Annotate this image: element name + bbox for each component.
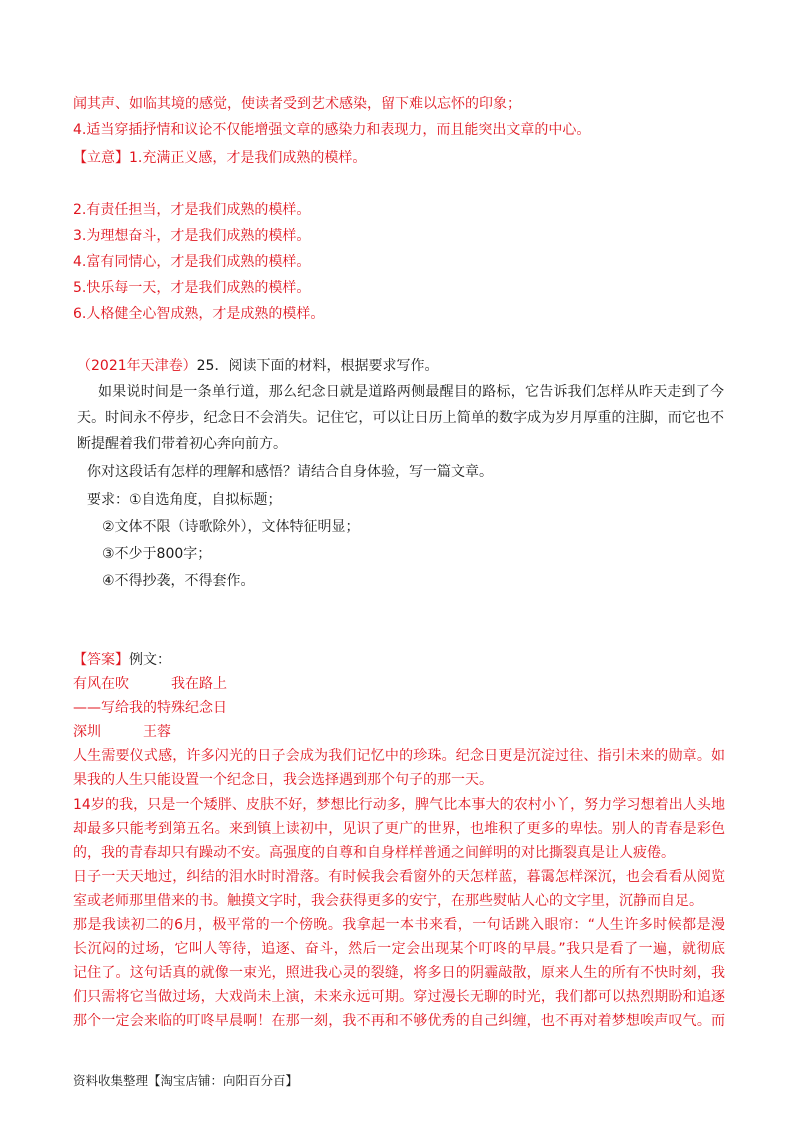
question-heading <box>77 356 438 376</box>
liyi-label: 【立意】 <box>73 150 129 166</box>
answer-label: 【答案】 <box>73 652 129 668</box>
liyi-point: 6.人格健全心智成熟，才是成熟的模样。 <box>73 306 325 322</box>
essay-line: 日子一天天地过，纠结的泪水时时滑落。有时候我会看窗外的天怎样蓝，暮霭怎样深沉，也会看看从阅览 <box>73 869 725 885</box>
answer-label-suffix: 例文： <box>129 652 171 668</box>
liyi-point-1: 1.充满正义感，才是我们成熟的模样。 <box>129 150 367 166</box>
text-line: 闻其声、如临其境的感觉，使读者受到艺术感染，留下难以忘怀的印象； <box>73 96 521 112</box>
requirement: ②文体不限（诗歌除外），文体特征明显； <box>102 519 360 535</box>
essay-subtitle: ——写给我的特殊纪念日 <box>73 700 227 716</box>
essay-line: 长沉闷的过场，它叫人等待，追逐、奋斗，然后一定会出现某个叮咚的早晨。”我只是看了一遍，就彻底 <box>73 941 725 957</box>
essay-line: 那个一定会来临的叮咚早晨啊！在那一刻，我不再和不够优秀的自己纠缠，也不再对着梦想唉声叹气。而 <box>73 1013 725 1029</box>
essay-line: 记住了。这句话真的就像一束光，照进我心灵的裂缝，将多日的阴霾敲散，原来人生的所有不快时刻，我 <box>73 965 725 981</box>
question-source: （2021年天津卷） <box>77 358 197 374</box>
page-footer: 资料收集整理【淘宝店铺：向阳百分百】 <box>73 1073 299 1088</box>
requirement: 要求：①自选角度，自拟标题； <box>87 492 282 508</box>
essay-line: 人生需要仪式感，许多闪光的日子会成为我们记忆中的珍珠。纪念日更是沉淀过往、指引未来的勋章。如 <box>73 748 725 764</box>
material-line: 断提醒着我们带着初心奔向前方。 <box>77 436 287 452</box>
question-intro: 25．阅读下面的材料，根据要求写作。 <box>196 358 439 374</box>
essay-author: 深圳 王蓉 <box>73 724 171 740</box>
text-line: 4.适当穿插抒情和议论不仅能增强文章的感染力和表现力，而且能突出文章的中心。 <box>73 122 591 138</box>
requirement: ④不得抄袭，不得套作。 <box>102 573 255 589</box>
requirement: ③不少于800字； <box>102 546 212 562</box>
liyi-point: 5.快乐每一天，才是我们成熟的模样。 <box>73 280 311 296</box>
essay-title: 有风在吹 我在路上 <box>73 676 227 692</box>
essay-line: 室或老师那里借来的书。触摸文字时，我会获得更多的安宁，在那些熨帖人心的文字里，沉静而自足。 <box>73 893 703 909</box>
liyi-point: 2.有责任担当，才是我们成熟的模样。 <box>73 202 311 218</box>
essay-line: 果我的人生只能设置一个纪念日，我会选择遇到那个句子的那一天。 <box>73 772 493 788</box>
question-prompt: 你对这段话有怎样的理解和感悟？请结合自身体验，写一篇文章。 <box>87 464 493 480</box>
essay-line: 那是我读初二的6月，极平常的一个傍晚。我拿起一本书来看，一句话跳入眼帘：“人生许多时候都是漫 <box>73 917 725 933</box>
essay-line: 14岁的我，只是一个矮胖、皮肤不好，梦想比行动多，脾气比本事大的农村小丫，努力学习想着出人头地 <box>73 797 725 813</box>
answer-heading <box>73 650 171 670</box>
liyi-line <box>73 148 366 168</box>
essay-line: 们只需将它当做过场，大戏尚未上演，未来永远可期。穿过漫长无聊的时光，我们都可以热烈期盼和追逐 <box>73 989 725 1005</box>
essay-line: 的，我的青春却只有躁动不安。高强度的自尊和自身样样普通之间鲜明的对比撕裂真是让人疲倦。 <box>73 845 675 861</box>
material-line: 如果说时间是一条单行道，那么纪念日就是道路两侧最醒目的路标，它告诉我们怎样从昨天走到了今 <box>98 384 724 400</box>
essay-line: 却最多只能考到第五名。来到镇上读初中，见识了更广的世界，也堆积了更多的卑怯。别人的青春是彩色 <box>73 821 725 837</box>
liyi-point: 4.富有同情心，才是我们成熟的模样。 <box>73 254 311 270</box>
material-line: 天。时间永不停步，纪念日不会消失。记住它，可以让日历上简单的数字成为岁月厚重的注脚，而它也不 <box>77 410 724 426</box>
liyi-point: 3.为理想奋斗，才是我们成熟的模样。 <box>73 228 311 244</box>
